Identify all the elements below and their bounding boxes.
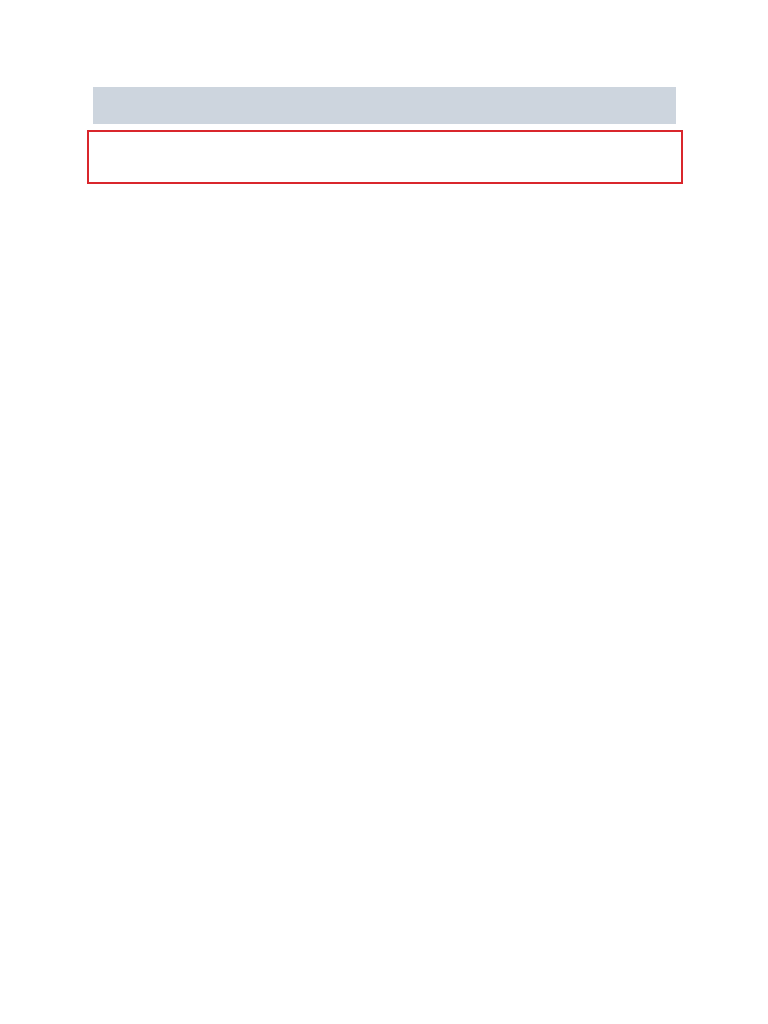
callout-box [87, 130, 683, 184]
document-content [93, 87, 693, 457]
ecg-monomorphic-vt-strip [93, 189, 693, 317]
page-title [93, 87, 676, 124]
ecg-polymorphic-vt-strip [93, 321, 722, 457]
